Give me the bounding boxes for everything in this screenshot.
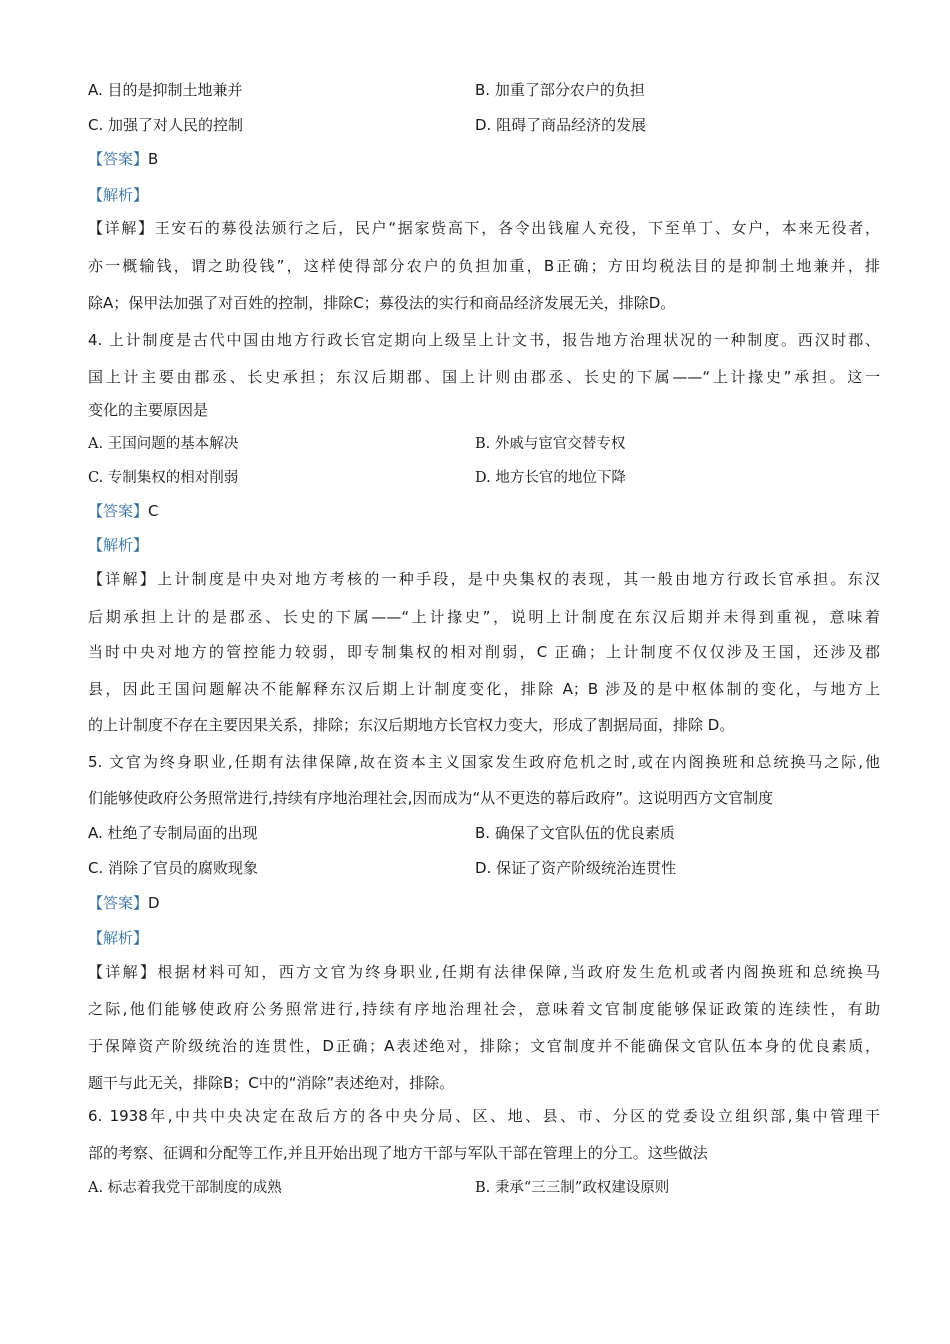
detail-tag: 【详解】 bbox=[88, 963, 158, 981]
q3-analysis-tag: 【解析】 bbox=[88, 186, 149, 204]
q4-detail-line-2: 后期承担上计的是郡丞、长史的下属——“上计掾史”，说明上计制度在东汉后期并未得到重视，意味着 bbox=[88, 608, 880, 626]
q4-detail-line-5: 的上计制度不存在主要因果关系，排除；东汉后期地方长官权力变大，形成了割据局面，排除 D。 bbox=[88, 716, 735, 734]
q3-option-a: A. 目的是抑制土地兼并 bbox=[88, 81, 243, 99]
answer-value: C bbox=[148, 502, 159, 520]
detail-tag: 【详解】 bbox=[88, 570, 158, 588]
q6-option-a: A. 标志着我党干部制度的成熟 bbox=[88, 1180, 282, 1196]
answer-value: D bbox=[148, 894, 160, 912]
answer-value: B bbox=[148, 150, 159, 168]
answer-tag: 【答案】 bbox=[88, 150, 149, 168]
answer-tag: 【答案】 bbox=[88, 502, 149, 520]
q3-answer bbox=[88, 149, 158, 169]
q5-detail-line-4: 题干与此无关，排除B；C中的“消除”表述绝对，排除。 bbox=[88, 1074, 455, 1092]
q4-option-b: B. 外戚与宦官交替专权 bbox=[475, 436, 626, 452]
q4-detail-line-1: 【详解】上计制度是中央对地方考核的一种手段，是中央集权的表现，其一般由地方行政长官承担。东汉 bbox=[88, 570, 880, 588]
q4-detail-line-3: 当时中央对地方的管控能力较弱，即专制集权的相对削弱，C 正确；上计制度不仅仅涉及王国，还涉及郡 bbox=[88, 643, 880, 661]
q5-detail-line-2: 之际,他们能够使政府公务照常进行,持续有序地治理社会，意味着文官制度能够保证政策的连续性，有助 bbox=[88, 1000, 880, 1018]
q3-option-b: B. 加重了部分农户的负担 bbox=[475, 81, 645, 99]
q4-option-c: C. 专制集权的相对削弱 bbox=[88, 470, 239, 486]
q5-option-c: C. 消除了官员的腐败现象 bbox=[88, 859, 259, 877]
q4-analysis-tag: 【解析】 bbox=[88, 536, 149, 554]
q6-stem-line-2: 部的考察、征调和分配等工作,并且开始出现了地方干部与军队干部在管理上的分工。这些做法 bbox=[88, 1144, 708, 1162]
q3-detail-line-2: 亦一概输钱，谓之助役钱”，这样使得部分农户的负担加重，B正确；方田均税法目的是抑制土地兼并，排 bbox=[88, 257, 880, 275]
q4-option-a: A. 王国问题的基本解决 bbox=[88, 436, 239, 452]
q5-option-a: A. 杜绝了专制局面的出现 bbox=[88, 824, 258, 842]
q5-option-b: B. 确保了文官队伍的优良素质 bbox=[475, 824, 675, 842]
q4-answer bbox=[88, 501, 159, 521]
q3-option-d: D. 阻碍了商品经济的发展 bbox=[475, 116, 647, 134]
q4-stem-line-1: 4. 上计制度是古代中国由地方行政长官定期向上级呈上计文书，报告地方治理状况的一种制度。西汉时郡、 bbox=[88, 331, 880, 349]
q5-option-d: D. 保证了资产阶级统治连贯性 bbox=[475, 859, 677, 877]
q3-detail-line-3: 除A；保甲法加强了对百姓的控制，排除C；募役法的实行和商品经济发展无关，排除D。 bbox=[88, 294, 676, 312]
q5-answer bbox=[88, 893, 160, 913]
q4-stem-line-3: 变化的主要原因是 bbox=[88, 401, 209, 419]
q5-detail-line-3: 于保障资产阶级统治的连贯性，D正确；A表述绝对，排除；文官制度并不能确保文官队伍本身的优良素质， bbox=[88, 1037, 880, 1055]
q3-option-c: C. 加强了对人民的控制 bbox=[88, 116, 244, 134]
q5-stem-line-2: 们能够使政府公务照常进行,持续有序地治理社会,因而成为“从不更迭的幕后政府”。这说明西方文官制度 bbox=[88, 789, 774, 807]
q5-analysis-tag: 【解析】 bbox=[88, 929, 149, 947]
q4-option-d: D. 地方长官的地位下降 bbox=[475, 470, 626, 486]
q5-stem-line-1: 5. 文官为终身职业,任期有法律保障,故在资本主义国家发生政府危机之时,或在内阁换班和总统换马之际,他 bbox=[88, 753, 880, 771]
answer-tag: 【答案】 bbox=[88, 894, 149, 912]
q6-stem-line-1: 6. 1938年,中共中央决定在敌后方的各中央分局、区、地、县、市、分区的党委设立组织部,集中管理干 bbox=[88, 1107, 880, 1125]
q3-detail-line-1: 【详解】王安石的募役法颁行之后，民户“据家赀高下，各令出钱雇人充役，下至单丁、女户，本来无役者， bbox=[88, 219, 880, 237]
detail-tag: 【详解】 bbox=[88, 219, 155, 237]
q4-stem-line-2: 国上计主要由郡丞、长史承担；东汉后期郡、国上计则由郡丞、长史的下属——“上计掾史”承担。这一 bbox=[88, 368, 880, 386]
q5-detail-line-1: 【详解】根据材料可知，西方文官为终身职业,任期有法律保障,当政府发生危机或者内阁换班和总统换马 bbox=[88, 963, 880, 981]
q4-detail-line-4: 县，因此王国问题解决不能解释东汉后期上计制度变化，排除 A；B 涉及的是中枢体制的变化，与地方上 bbox=[88, 680, 880, 698]
q6-option-b: B. 秉承“三三制”政权建设原则 bbox=[475, 1180, 670, 1196]
